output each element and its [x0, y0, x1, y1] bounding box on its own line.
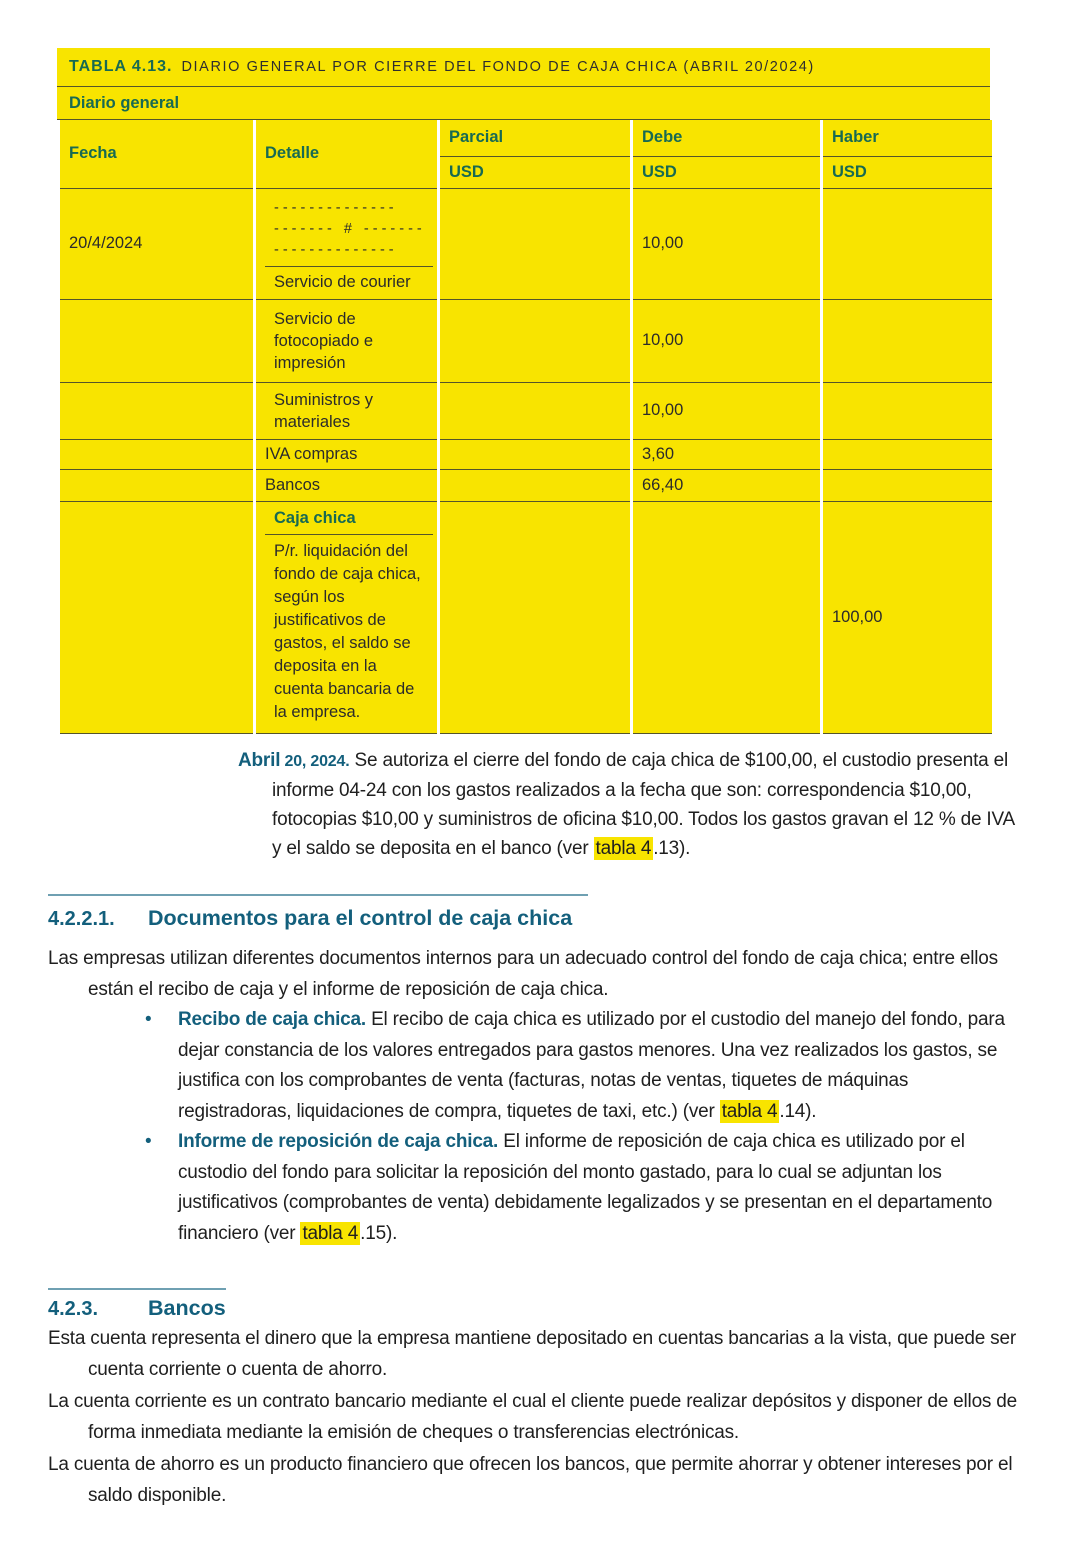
note-day-year: 20, 2024.: [280, 753, 350, 770]
section-heading: [48, 1295, 1020, 1322]
section-intro: Las empresas utilizan diferentes documentos internos para un adecuado control del fondo de caja chica; entre ellos están el recibo de caja y el informe de reposición de caja chica.: [48, 948, 998, 1000]
haber-cell: [822, 382, 992, 439]
journal-note: [238, 746, 1020, 863]
separator-line-1: --------------: [274, 199, 398, 216]
parcial-cell: [439, 299, 632, 382]
entry-date-cell: 20/4/2024: [59, 188, 255, 299]
section-documentos: [48, 894, 1020, 1249]
section-rule: [48, 894, 588, 896]
section-number: 4.2.2.1.: [48, 908, 115, 930]
debe-cell: 10,00: [632, 299, 822, 382]
separator-line-3: --------------: [274, 241, 398, 258]
table-title-bar: [57, 48, 990, 87]
parcial-cell: [439, 501, 632, 733]
note-date-lead: [238, 750, 349, 771]
bullet-lead: Recibo de caja chica.: [178, 1009, 366, 1030]
account-label: Caja chica: [274, 509, 356, 527]
separator-line-2: ------- # -------: [274, 220, 426, 237]
section-heading: [48, 905, 1020, 932]
bullet-text: El informe de reposición de caja chica es utilizado por el custodio del fondo para solicitar la reposición del monto gastado, para lo cual se adjuntan los justificativos (comprobantes de venta) debidamente legalizados y se presentan en el departamento financiero (ver: [178, 1131, 993, 1244]
debe-cell: 66,40: [632, 469, 822, 501]
debe-cell: 10,00: [632, 382, 822, 439]
account-label: IVA compras: [255, 439, 439, 469]
parcial-cell: [439, 188, 632, 299]
table-row: [59, 501, 992, 733]
account-label: Servicio de courier: [274, 272, 411, 291]
currency-header-parcial: USD: [439, 156, 632, 188]
debe-cell: 10,00: [632, 188, 822, 299]
account-label: Bancos: [255, 469, 439, 501]
section-bancos: [48, 1288, 1020, 1511]
column-header-debe: Debe: [632, 120, 822, 156]
bullet-informe-reposicion: [143, 1127, 1005, 1249]
table-row: [59, 188, 992, 299]
table-4-13-link[interactable]: tabla 4: [595, 838, 652, 859]
bancos-paragraph-3: La cuenta de ahorro es un producto financiero que ofrecen los bancos, que permite ahorrar y obtener intereses por el saldo disponible.: [48, 1454, 1013, 1506]
haber-cell: [822, 439, 992, 469]
table-number-label: TABLA 4.13.: [69, 58, 173, 75]
haber-cell: [822, 469, 992, 501]
entry-separator: [265, 189, 433, 266]
currency-header-haber: USD: [822, 156, 992, 188]
table-row: [59, 382, 992, 439]
table-subtitle: Diario general: [69, 93, 180, 112]
entry-detail-cell: [255, 382, 439, 439]
section-title: Documentos para el control de caja chica: [148, 906, 573, 930]
entry-detail-cell: [255, 188, 439, 299]
haber-cell: [822, 188, 992, 299]
entry-date-cell: [59, 439, 255, 469]
table-row: [59, 299, 992, 382]
entry-description: P/r. liquidación del fondo de caja chica, según los justificativos de gastos, el saldo se deposita en la cuenta bancaria de la empresa.: [274, 542, 421, 721]
section-rule: [48, 1288, 226, 1290]
parcial-cell: [439, 382, 632, 439]
column-header-haber: Haber: [822, 120, 992, 156]
haber-cell: [822, 299, 992, 382]
bullet-recibo-caja-chica: [143, 1005, 1005, 1127]
entry-detail-cell: [255, 299, 439, 382]
note-month: Abril: [238, 750, 281, 771]
entry-date-cell: [59, 299, 255, 382]
table-4-14-link[interactable]: tabla 4: [721, 1100, 778, 1122]
note-text: Se autoriza el cierre del fondo de caja chica de $100,00, el custodio presenta el informe 04-24 con los gastos realizados a la fecha que son: correspondencia $10,00, fotocopias $10,00 y suministros de oficina $10,00. Todos los gastos gravan el 12 % de IVA y el saldo se deposita en el banco (ver: [272, 750, 1014, 859]
bullet-lead: Informe de reposición de caja chica.: [178, 1131, 499, 1152]
account-label: Servicio de fotocopiado e impresión: [274, 309, 374, 372]
table-subtitle-bar: [57, 87, 990, 120]
parcial-cell: [439, 469, 632, 501]
table-row: [59, 439, 992, 469]
bullet-text-after: .14).: [779, 1100, 817, 1122]
currency-header-debe: USD: [632, 156, 822, 188]
note-text-after: .13).: [653, 838, 691, 859]
bullet-text-after: .15).: [360, 1222, 398, 1244]
entry-detail-cell: [255, 501, 439, 733]
parcial-cell: [439, 439, 632, 469]
column-header-fecha: Fecha: [59, 120, 255, 188]
table-4-15-link[interactable]: tabla 4: [302, 1222, 359, 1244]
bullet-text: El recibo de caja chica es utilizado por el custodio del manejo del fondo, para dejar constancia de los valores entregados para gastos menores. Una vez realizados los gastos, se justifica con los comprobantes de venta (facturas, notas de ventas, tiquetes de máquinas registradoras, liquidaciones de compra, tiquetes de taxi, etc.) (ver: [178, 1009, 1005, 1122]
table-row: [59, 469, 992, 501]
entry-date-cell: [59, 501, 255, 733]
table-title-text: DIARIO GENERAL POR CIERRE DEL FONDO DE CAJA CHICA (ABRIL 20/2024): [181, 59, 815, 75]
journal-table: [57, 48, 990, 734]
column-header-parcial: Parcial: [439, 120, 632, 156]
journal-grid: [57, 120, 992, 734]
bancos-paragraph-2: La cuenta corriente es un contrato bancario mediante el cual el cliente puede realizar depósitos y disponer de ellos de forma inmediata mediante la emisión de cheques o transferencias electrónicas.: [48, 1391, 1018, 1443]
account-label: Suministros y materiales: [274, 390, 374, 431]
entry-date-cell: [59, 469, 255, 501]
header-row-main: [59, 120, 992, 156]
bancos-paragraph-1: Esta cuenta representa el dinero que la empresa mantiene depositado en cuentas bancarias a la vista, que puede ser cuenta corriente o cuenta de ahorro.: [48, 1328, 1016, 1380]
column-header-detalle: Detalle: [255, 120, 439, 188]
section-number: 4.2.3.: [48, 1298, 99, 1320]
bullet-list: [143, 1005, 1005, 1249]
entry-date-cell: [59, 382, 255, 439]
debe-cell: 3,60: [632, 439, 822, 469]
section-title: Bancos: [148, 1296, 226, 1320]
debe-cell: [632, 501, 822, 733]
haber-cell: 100,00: [822, 501, 992, 733]
